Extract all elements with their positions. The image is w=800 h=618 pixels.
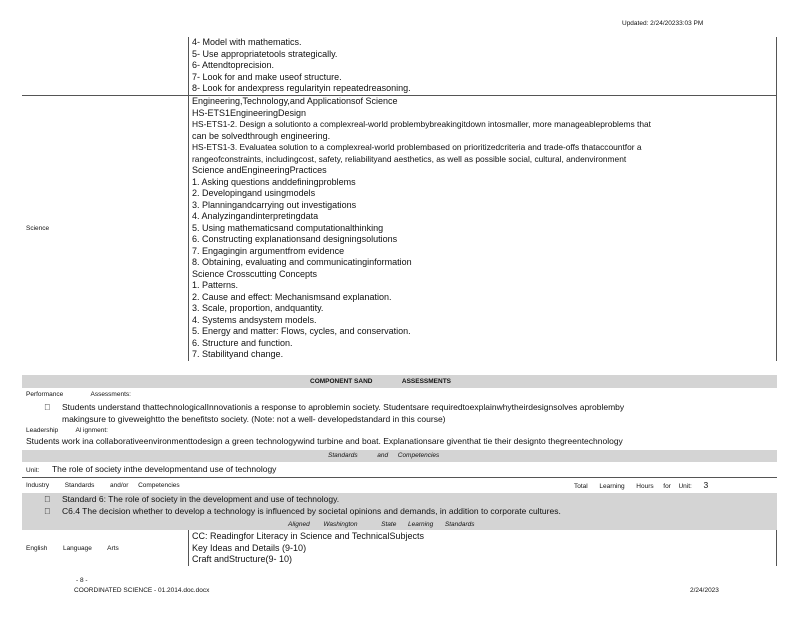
updated-timestamp: Updated: 2/24/20233:03 PM — [622, 20, 704, 27]
list-item: Science andEngineeringPractices — [192, 165, 327, 175]
performance-label — [26, 390, 131, 399]
list-item: Engineering,Technology,and Applicationsof Science — [192, 96, 398, 106]
header-word: COMPONENT SAND — [310, 378, 373, 385]
label-word: Total — [574, 483, 588, 490]
table-divider — [776, 530, 777, 566]
table-divider — [776, 95, 777, 361]
unit-text: The role of society inthe developmentand use of technology — [51, 464, 277, 474]
science-label: Science — [26, 225, 50, 232]
list-item: Key Ideas and Details (9-10) — [192, 542, 307, 553]
label-word: Al ignment: — [75, 427, 108, 434]
unit-row — [26, 464, 276, 476]
header-word: ASSESSMENTS — [401, 378, 451, 385]
list-item: 8. Obtaining, evaluating and communicatinginformation — [192, 257, 412, 267]
list-item: 4. Systems andsystem models. — [192, 314, 317, 325]
list-item: 5. Energy and matter: Flows, cycles, and conservation. — [192, 326, 411, 336]
ela-label — [26, 544, 119, 553]
footer-date: 2/24/2023 — [690, 587, 719, 594]
table-divider — [776, 37, 777, 95]
list-item: 7- Look for and make useof structure. — [192, 71, 342, 82]
list-item: 5. Using mathematicsand computationalthinking — [192, 222, 384, 233]
list-item: Craft andStructure(9- 10) — [192, 554, 293, 564]
unit-label: Unit: — [26, 467, 40, 474]
label-word: Industry — [26, 482, 50, 489]
ela-standards-list — [192, 531, 424, 566]
math-practices-list — [192, 37, 411, 95]
list-item: Science Crosscutting Concepts — [192, 268, 318, 279]
label-word: English — [26, 545, 48, 552]
leadership-text: Students work ina collaborativeenvironmenttodesign a green technologywind turbine and boat. Explanationsare giventhat tie their designto thegreentechnology — [26, 436, 623, 446]
page-number: - 8 - — [76, 577, 88, 584]
header-word: Standards — [444, 521, 475, 528]
header-word: Learning — [407, 521, 434, 528]
aligned-header — [288, 520, 475, 529]
list-item: 7. Engagingin argumentfrom evidence — [192, 245, 345, 256]
header-word: Standards — [328, 452, 358, 459]
table-divider — [188, 530, 189, 566]
table-divider — [188, 95, 189, 361]
list-item: Standard 6: The role of society in the development and use of technology. — [62, 494, 340, 504]
header-word: Washington — [323, 521, 358, 528]
label-word: Arts — [107, 545, 119, 552]
label-word: Assessments: — [90, 391, 131, 398]
list-item: 4- Model with mathematics. — [192, 37, 302, 47]
list-item: 6- Attendtoprecision. — [192, 60, 275, 70]
paragraph-line: Students understand thattechnologicalInnovationis a response to aproblemin society. Studentsare requiredtoexplainwhytheirdesignsolves aproblemby — [62, 402, 625, 412]
header-word: Competencies — [397, 452, 440, 459]
label-word: Unit: — [678, 483, 692, 490]
label-word: Standards — [64, 482, 95, 489]
label-word: Language — [62, 545, 92, 552]
header-word: Aligned — [288, 521, 310, 528]
leadership-label — [26, 426, 108, 435]
bullet-icon — [44, 506, 54, 518]
list-item: 6. Constructing explanationsand designingsolutions — [192, 234, 398, 244]
table-divider — [188, 37, 189, 95]
label-word: and/or — [110, 482, 129, 489]
list-item: rangeofconstraints, includingcost, safety, reliabilityand aesthetics, as well as possible social, cultural, andenvironment — [192, 153, 627, 164]
list-item: 1. Patterns. — [192, 280, 239, 290]
list-item: 3. Planningandcarrying out investigations — [192, 199, 357, 210]
components-header — [310, 377, 451, 386]
list-item: can be solvedthrough engineering. — [192, 130, 331, 141]
list-item: 4. Analyzingandinterpretingdata — [192, 211, 319, 221]
total-hours-value: 3 — [703, 480, 709, 490]
label-word: Hours — [636, 483, 654, 490]
standards-header — [328, 451, 439, 460]
industry-standards-label — [26, 481, 180, 490]
list-item: 6. Structure and function. — [192, 337, 293, 348]
list-item: HS-ETS1EngineeringDesign — [192, 107, 307, 118]
footer-filename: COORDINATED SCIENCE - 01.2014.doc.docx — [74, 587, 210, 594]
list-item: CC: Readingfor Literacy in Science and TechnicalSubjects — [192, 531, 424, 541]
header-word: State — [381, 521, 397, 528]
list-item: 3. Scale, proportion, andquantity. — [192, 303, 324, 313]
label-word: Leadership — [26, 427, 59, 434]
paragraph-line: makingsure to giveweightto the benefitsto society. (Note: not a well- developedstandard in this course) — [62, 413, 446, 424]
list-item: 1. Asking questions anddefiningproblems — [192, 176, 356, 187]
list-item: 7. Stabilityand change. — [192, 349, 284, 359]
list-item: HS-ETS1-3. Evaluatea solution to a complexreal-world problembased on prioritizedcriteria and trade-offs thataccountfor a — [192, 142, 642, 152]
list-item: HS-ETS1-2. Design a solutionto a complexreal-world problembybreakingitdown intosmaller, more manageableproblems that — [192, 119, 651, 129]
total-hours-label — [574, 481, 708, 491]
list-item: 2. Developingand usingmodels — [192, 188, 316, 198]
performance-description — [44, 402, 624, 425]
standard-list — [44, 494, 561, 517]
science-standards-list — [192, 96, 651, 361]
label-word: Performance — [26, 391, 64, 398]
table-divider — [22, 477, 777, 478]
list-item: 8- Look for andexpress regularityin repeatedreasoning. — [192, 83, 411, 93]
label-word: Competencies — [138, 482, 180, 489]
label-word: Learning — [599, 483, 625, 490]
bullet-icon — [44, 494, 54, 506]
header-word: and — [377, 452, 389, 459]
list-item: 5- Use appropriatetools strategically. — [192, 48, 338, 59]
list-item: 2. Cause and effect: Mechanismsand explanation. — [192, 291, 392, 302]
label-word: for — [663, 483, 671, 490]
bullet-icon — [44, 402, 54, 414]
list-item: C6.4 The decision whether to develop a technology is influenced by societal opinions and demands, in addition to corporate cultures. — [62, 505, 561, 516]
